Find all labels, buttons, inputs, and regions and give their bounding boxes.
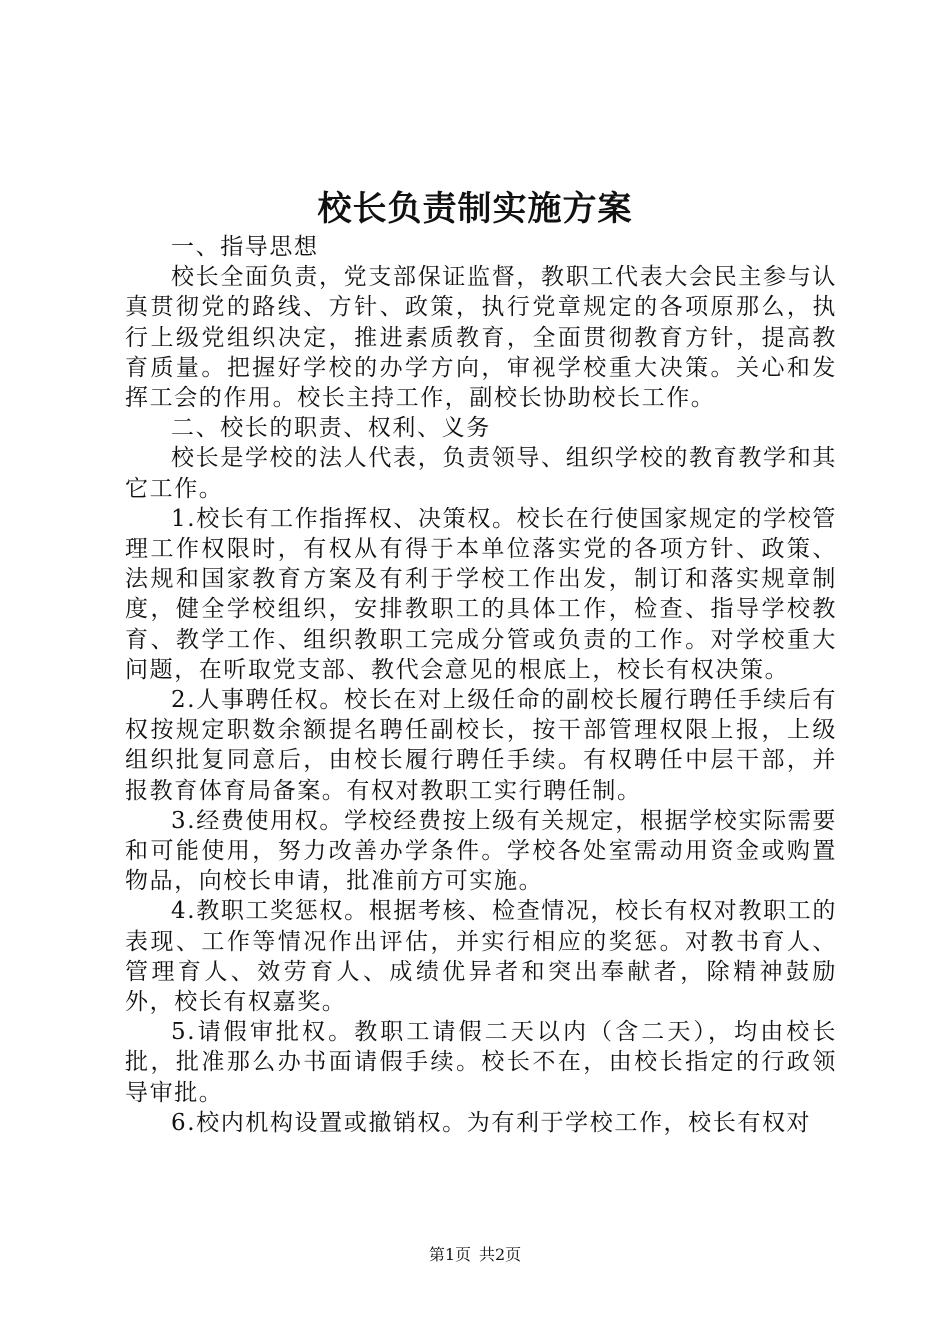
page-number: 第1页 xyxy=(428,1245,471,1264)
body-paragraph: 6.校内机构设置或撤销权。为有利于学校工作，校长有权对 xyxy=(171,1109,812,1136)
page-footer xyxy=(0,1244,950,1266)
document-title: 校长负责制实施方案 xyxy=(317,189,633,229)
body-paragraph: 5.请假审批权。教职工请假二天以内（含二天），均由校长批，批准那么办书面请假手续。校长不在，由校长指定的行政领导审批。 xyxy=(125,1019,837,1106)
section-heading: 一、指导思想 xyxy=(171,234,319,260)
body-paragraph: 4.教职工奖惩权。根据考核、检查情况，校长有权对教职工的表现、工作等情况作出评估，并实行相应的奖惩。对教书育人、管理育人、效劳育人、成绩优异者和突出奉献者，除精神鼓励外，校长有权嘉奖。 xyxy=(125,898,837,1016)
document-body xyxy=(125,232,837,1138)
body-paragraph: 1.校长有工作指挥权、决策权。校长在行使国家规定的学校管理工作权限时，有权从有得于本单位落实党的各项方针、政策、法规和国家教育方案及有利于学校工作出发，制订和落实规章制度，健全学校组织，安排教职工的具体工作，检查、指导学校教育、教学工作、组织教职工完成分管或负责的工作。对学校重大问题，在听取党支部、教代会意见的根底上，校长有权决策。 xyxy=(125,505,837,683)
page-total: 共2页 xyxy=(479,1245,522,1264)
body-paragraph: 3.经费使用权。学校经费按上级有关规定，根据学校实际需要和可能使用，努力改善办学条件。学校各处室需动用资金或购置物品，向校长申请，批准前方可实施。 xyxy=(125,807,837,895)
body-paragraph: 2.人事聘任权。校长在对上级任命的副校长履行聘任手续后有权按规定职数余额提名聘任副校长，按干部管理权限上报，上级组织批复同意后，由校长履行聘任手续。有权聘任中层干部，并报教育体育局备案。有权对教职工实行聘任制。 xyxy=(125,687,837,804)
section-heading: 二、校长的职责、权利、义务 xyxy=(171,415,491,442)
body-paragraph: 校长全面负责，党支部保证监督，教职工代表大会民主参与认真贯彻党的路线、方针、政策，执行党章规定的各项原那么，执行上级党组织决定，推进素质教育，全面贯彻教育方针，提高教育质量。把握好学校的办学方向，审视学校重大决策。关心和发挥工会的作用。校长主持工作，副校长协助校长工作。 xyxy=(125,264,837,412)
body-paragraph: 校长是学校的法人代表，负责领导、组织学校的教育教学和其它工作。 xyxy=(125,445,837,502)
